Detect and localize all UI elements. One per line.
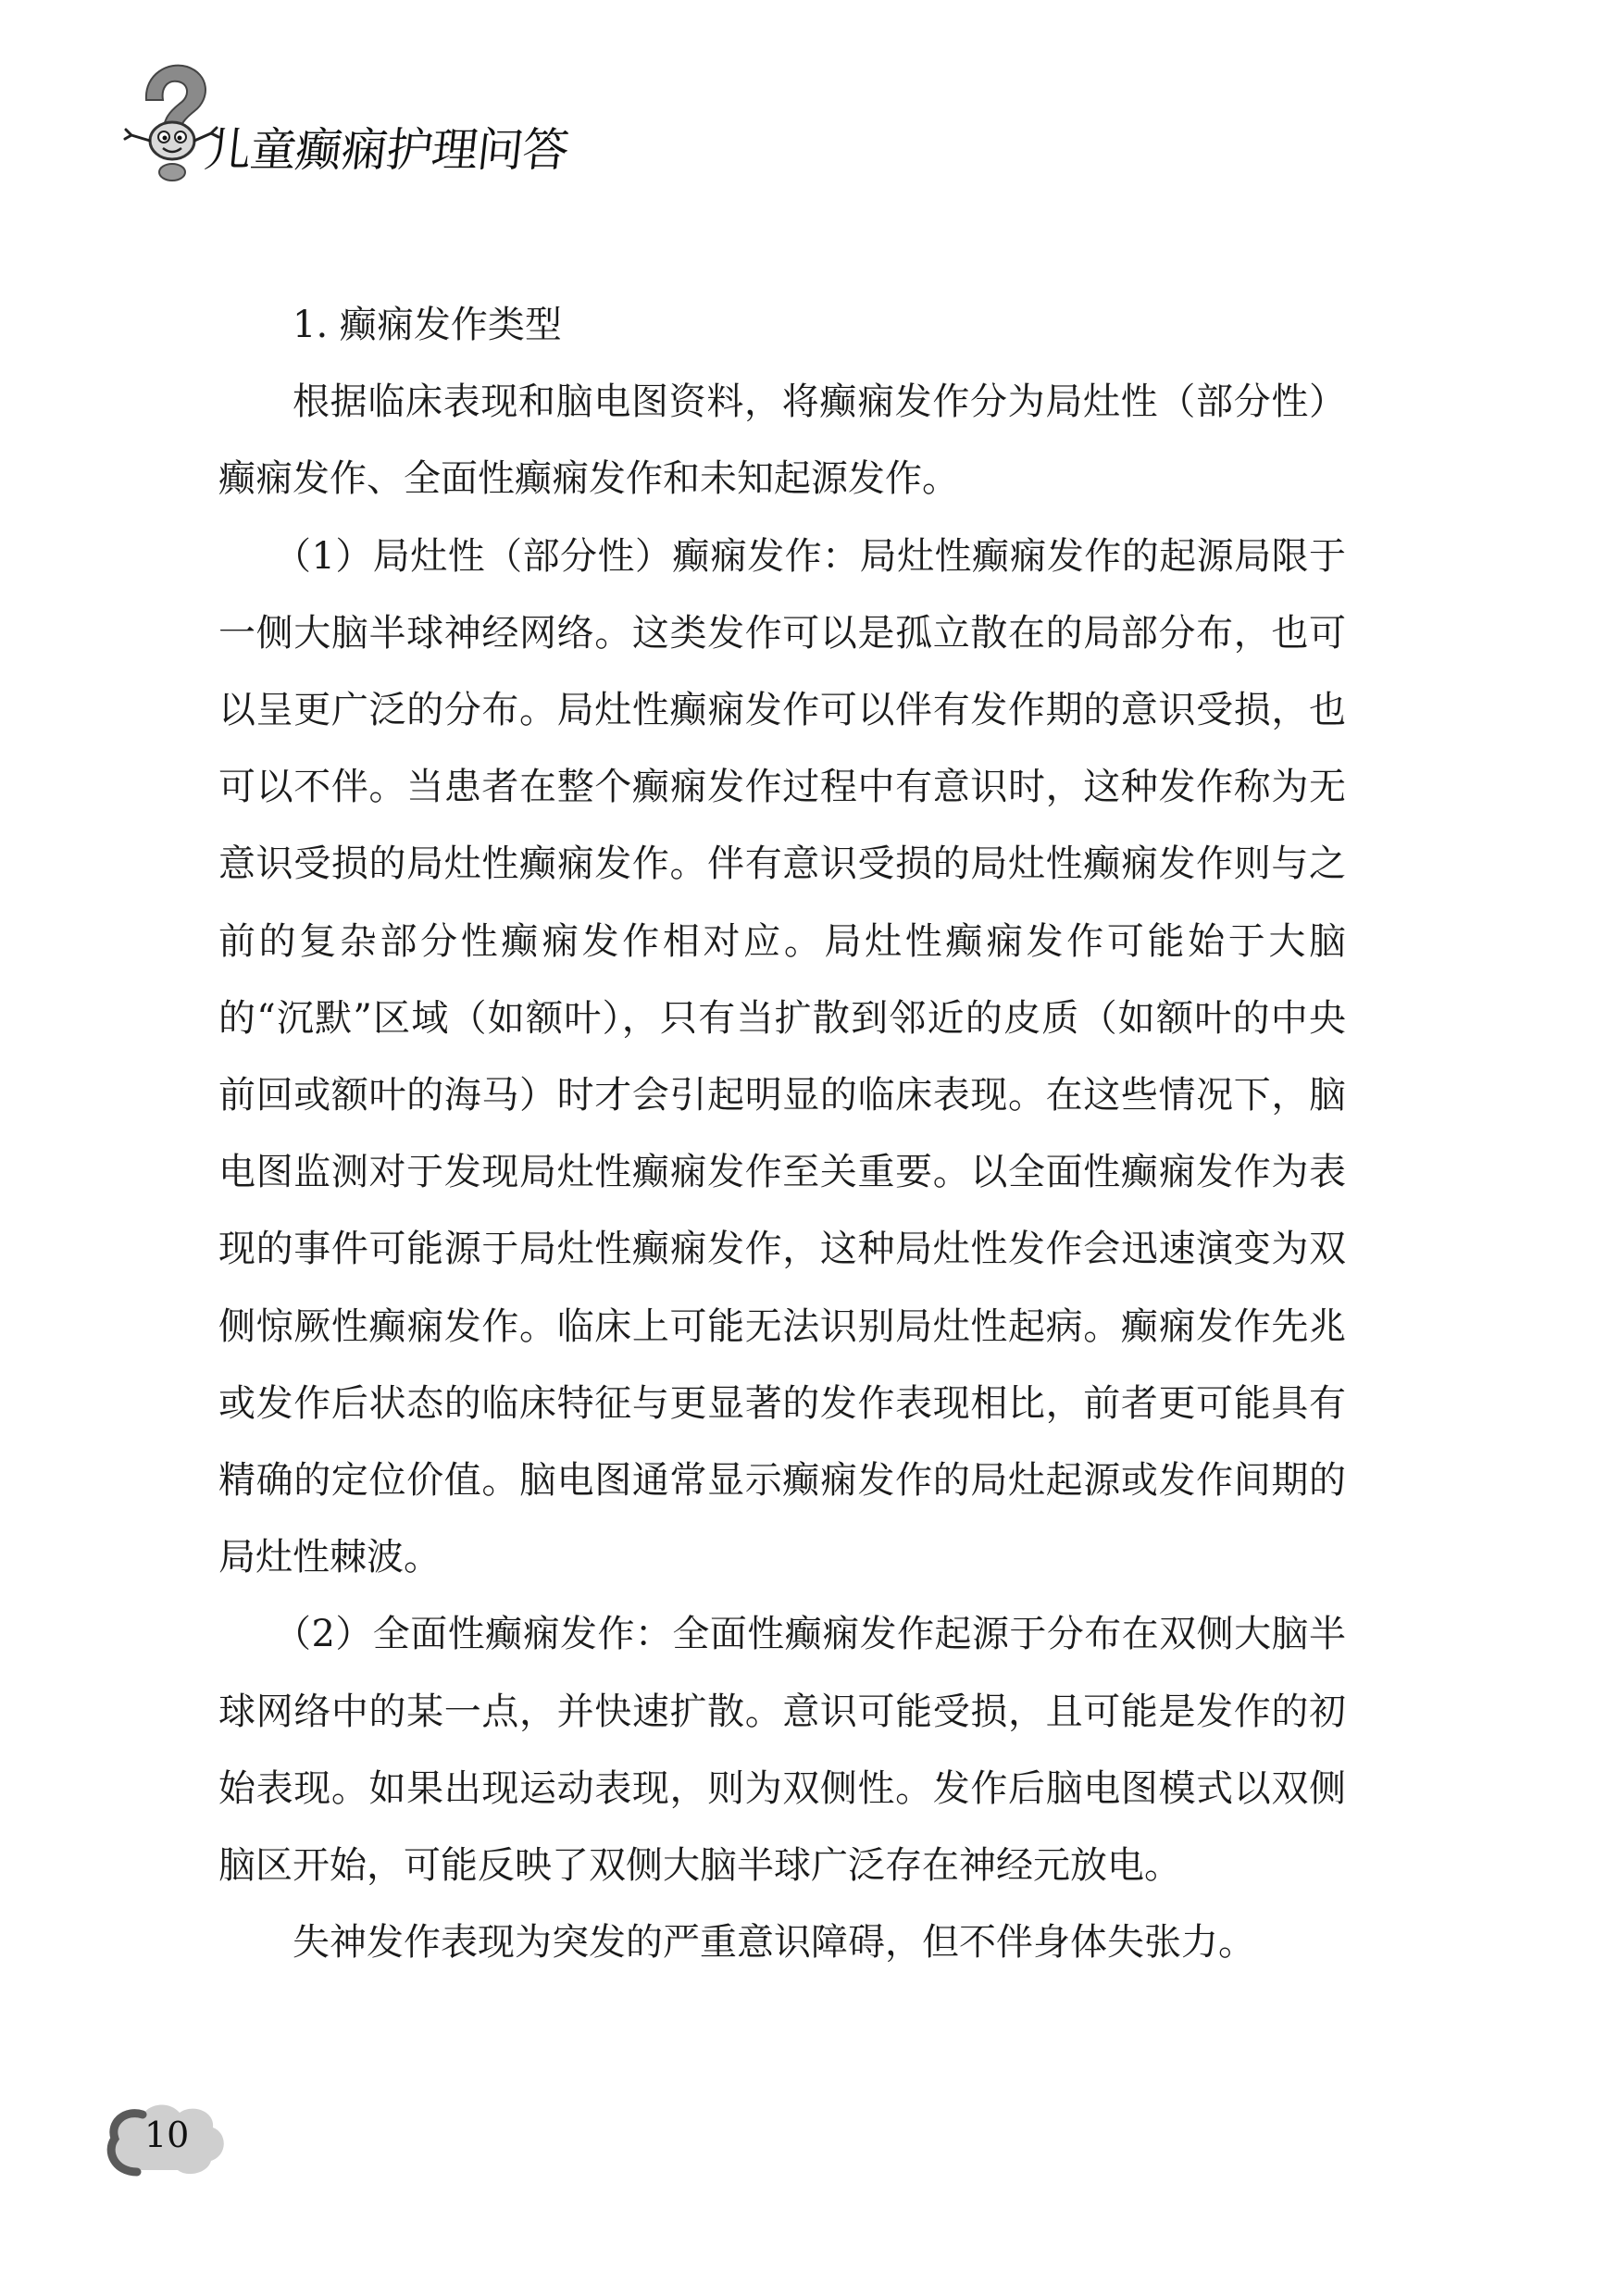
- paragraph-absence-seizure: 失神发作表现为突发的严重意识障碍，但不伴身体失张力。: [293, 1921, 1255, 1965]
- paragraph-focal-seizure: （1）局灶性（部分性）癫痫发作：局灶性癫痫发作的起源局限于一侧大脑半球神经网络。这类发作可以是孤立散在的局部分布，也可以呈更广泛的分布。局灶性癫痫发作可以伴有发作期的意识受损，也可以不伴。当患者在整个癫痫发作过程中有意识时，这种发作称为无意识受损的局灶性癫痫发作。伴有意识受损的局灶性癫痫发作则与之前的复杂部分性癫痫发作相对应。局灶性癫痫发作可能始于大脑的“沉默”区域（如额叶），只有当扩散到邻近的皮质（如额叶的中央前回或额叶的海马）时才会引起明显的临床表现。在这些情况下，脑电图监测对于发现局灶性癫痫发作至关重要。以全面性癫痫发作为表现的事件可能源于局灶性癫痫发作，这种局灶性发作会迅速演变为双侧惊厥性癫痫发作。临床上可能无法识别局灶性起病。癫痫发作先兆或发作后状态的临床特征与更显著的发作表现相比，前者更可能具有精确的定位价值。脑电图通常显示癫痫发作的局灶起源或发作间期的局灶性棘波。: [218, 534, 1346, 1579]
- page-header: [120, 56, 639, 185]
- page-number: 10: [144, 2115, 190, 2155]
- running-title: 儿童癫痫护理问答: [202, 123, 571, 177]
- paragraph-generalized-seizure: （2）全面性癫痫发作：全面性癫痫发作起源于分布在双侧大脑半球网络中的某一点，并快速扩散。意识可能受损，且可能是发作的初始表现。如果出现运动表现，则为双侧性。发作后脑电图模式以双侧脑区开始，可能反映了双侧大脑半球广泛存在神经元放电。: [218, 1613, 1346, 1888]
- paragraph-intro: 根据临床表现和脑电图资料，将癫痫发作分为局灶性（部分性）癫痫发作、全面性癫痫发作和未知起源发作。: [218, 381, 1346, 501]
- page-content: [218, 287, 1346, 1981]
- section-title: 1. 癫痫发作类型: [293, 304, 562, 346]
